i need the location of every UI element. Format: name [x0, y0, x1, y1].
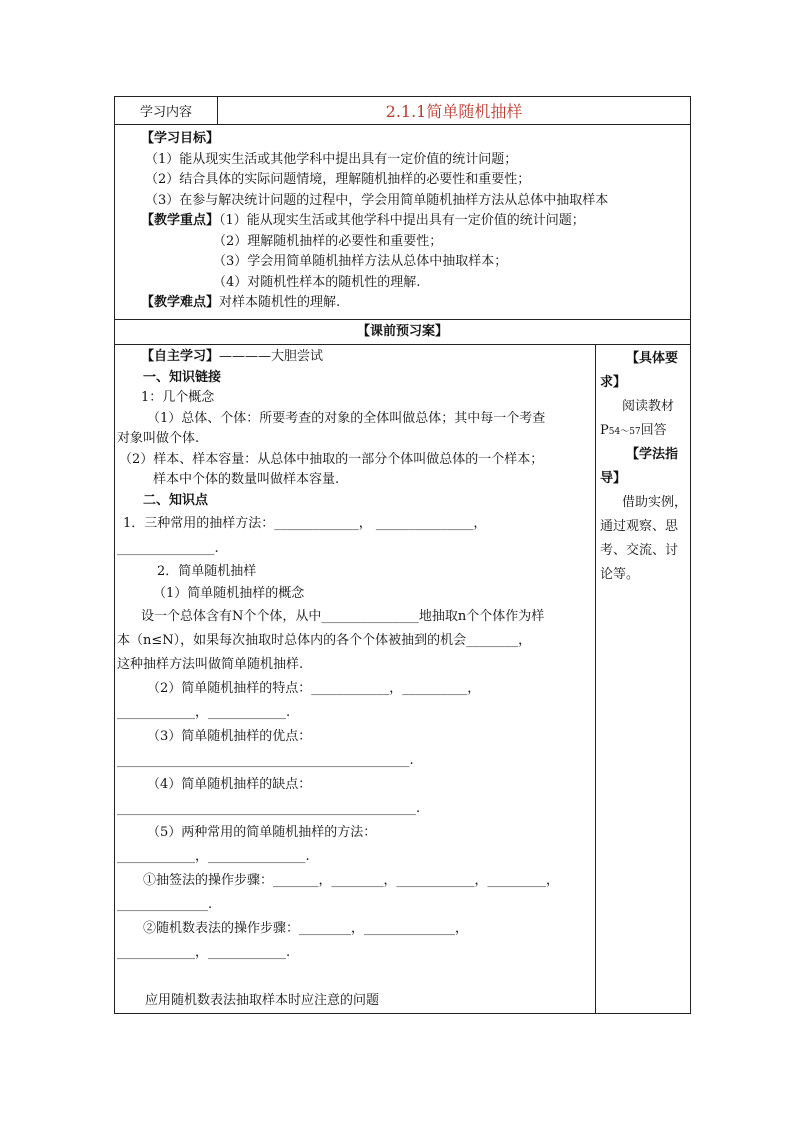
text-line: （5）两种常用的简单随机抽样的方法：: [147, 825, 377, 840]
text-line: 2．简单随机抽样: [157, 564, 257, 579]
goals-cell: [115, 125, 691, 320]
key-points-line: [115, 211, 690, 232]
method-heading-cont: 导】: [600, 471, 627, 486]
requirements-text: 阅读教材: [622, 399, 675, 414]
header-label: 学习内容: [115, 97, 218, 125]
text-line: （2）样本、样本容量：从总体中抽取的一部分个体叫做总体的一个样本；: [119, 451, 544, 467]
fill-in-line: （2）简单随机抽样的特点：____________，__________，: [147, 681, 481, 696]
fill-in-line: ____________，_______________.: [117, 849, 310, 864]
requirements-heading: 【具体要: [626, 351, 679, 366]
goals-row: [115, 125, 691, 320]
method-text: 论等。: [600, 567, 640, 582]
fill-in-line: ______________________________________________.: [117, 801, 421, 816]
fill-in-line: ____________，____________.: [117, 705, 291, 720]
method-text: 通过观察、思: [600, 519, 679, 534]
lesson-title: 2.1.1简单随机抽样: [218, 97, 691, 125]
preview-title: 【课前预习案】: [115, 320, 691, 345]
method-heading: 【学法指: [626, 447, 679, 462]
key-point-item: （3）学会用简单随机抽样方法从总体中抽取样本；: [213, 254, 508, 269]
requirements-heading-cont: 求】: [600, 375, 627, 390]
key-point-item: （1）能从现实生活或其他学科中提出具有一定价值的统计问题；: [219, 213, 585, 228]
text-line: 1：几个概念: [141, 390, 215, 405]
key-points-heading: 【教学重点】: [141, 213, 220, 228]
fill-in-line: ______________.: [117, 897, 213, 912]
text-line: 对象叫做个体.: [117, 431, 200, 446]
objective-item: （3）在参与解决统计问题的过程中，学会用简单随机抽样方法从总体中抽取样本: [145, 192, 609, 208]
blank-line: [117, 965, 595, 989]
header-row: [115, 97, 691, 125]
text-line: 应用随机数表法抽取样本时应注意的问题: [145, 993, 380, 1008]
content-row: [115, 345, 691, 1014]
lesson-sheet: [114, 96, 690, 1014]
text-line: （3）简单随机抽样的优点：: [147, 729, 312, 744]
fill-in-line: 本（n≤N），如果每次抽取时总体内的各个个体被抽到的机会________，: [117, 633, 532, 648]
section-heading: 二、知识点: [143, 492, 209, 508]
text-line: （1）简单随机抽样的概念: [153, 586, 305, 601]
method-text: 考、交流、讨: [600, 543, 679, 558]
self-study-heading: 【自主学习】: [141, 349, 220, 364]
page-range: 54～57: [608, 427, 641, 437]
fill-in-line: 1．三种常用的抽样方法：_____________， _______________，: [123, 516, 487, 531]
objective-item: （1）能从现实生活或其他学科中提出具有一定价值的统计问题；: [145, 151, 518, 167]
lesson-table: [114, 96, 691, 1014]
self-study-suffix: ————大胆尝试: [219, 349, 324, 364]
preview-title-row: [115, 320, 691, 345]
text-line: （1）总体、个体：所要考查的对象的全体叫做总体；其中每一个考查: [147, 410, 546, 426]
requirements-cell: [596, 345, 691, 1014]
fill-in-line: ①抽签法的操作步骤：_______，________，____________，_________，: [143, 873, 560, 888]
page-prefix: P: [600, 423, 609, 438]
fill-in-line: _____________________________________________.: [117, 753, 414, 768]
fill-in-line: 设一个总体含有N个个体，从中_______________地抽取n个个体作为样: [141, 609, 545, 624]
difficulty-text: 对样本随机性的理解.: [219, 295, 341, 310]
page-suffix: 回答: [640, 423, 667, 438]
requirements-page-line: [600, 419, 690, 443]
self-study-cell: [115, 345, 596, 1014]
text-line: 这种抽样方法叫做简单随机抽样.: [117, 657, 304, 672]
key-point-item: （2）理解随机抽样的必要性和重要性；: [213, 233, 443, 249]
self-study-heading-line: [117, 347, 595, 368]
fill-in-line: ②随机数表法的操作步骤：________，______________，: [143, 921, 469, 936]
text-line: 样本中个体的数量叫做样本容量.: [153, 472, 340, 487]
text-line: （4）简单随机抽样的缺点：: [147, 777, 312, 792]
difficulty-line: [115, 293, 690, 314]
fill-in-line: ____________，____________.: [117, 945, 291, 960]
fill-in-line: _______________.: [117, 541, 219, 556]
objective-item: （2）结合具体的实际问题情境，理解随机抽样的必要性和重要性；: [145, 172, 531, 187]
key-point-item: （4）对随机性样本的随机性的理解.: [213, 274, 421, 290]
difficulty-heading: 【教学难点】: [141, 295, 220, 310]
objectives-heading: 【学习目标】: [141, 131, 220, 146]
method-text: 借助实例，: [622, 495, 688, 510]
section-heading: 一、知识链接: [143, 369, 222, 385]
